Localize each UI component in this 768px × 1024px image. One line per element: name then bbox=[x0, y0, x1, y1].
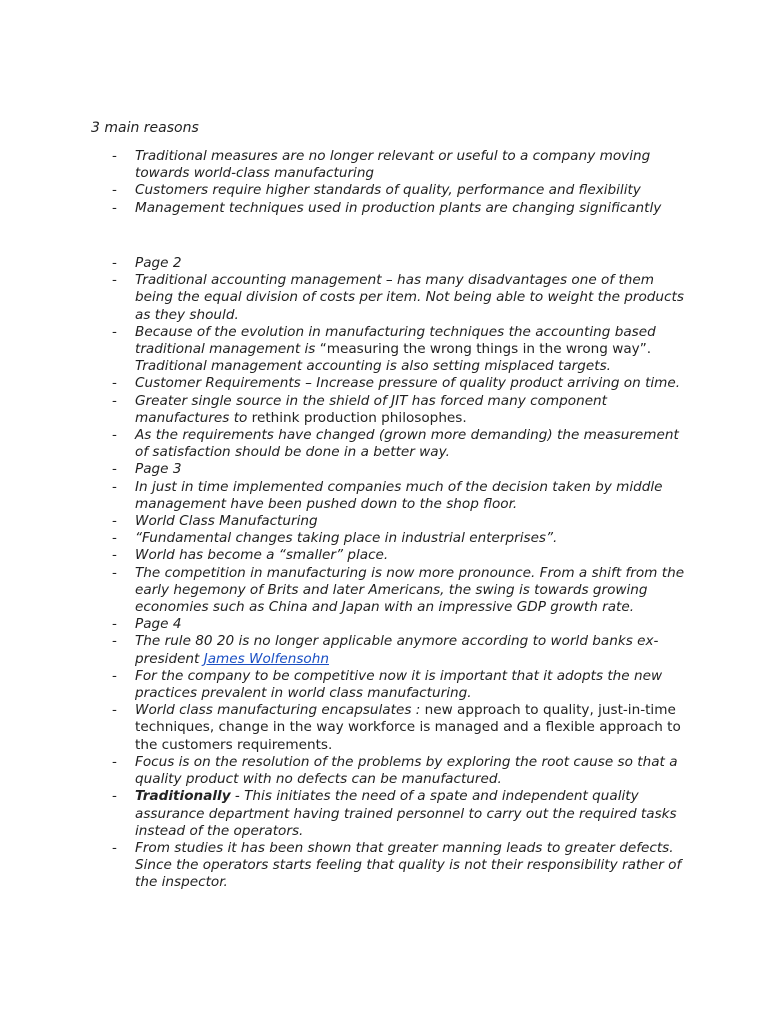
bullet-dash: - bbox=[112, 616, 117, 633]
bullet-dash: - bbox=[112, 530, 117, 547]
list-item bbox=[112, 479, 692, 513]
bullet-dash: - bbox=[112, 272, 117, 289]
item-text: “Fundamental changes taking place in industrial enterprises”. bbox=[135, 530, 558, 547]
list-item bbox=[112, 754, 692, 788]
list-item bbox=[112, 272, 692, 324]
item-text: In just in time implemented companies much of the decision taken by middle management have been pushed down to the shop floor. bbox=[135, 478, 663, 512]
item-text: Traditional accounting management – has many disadvantages one of them being the equal division of costs per item. Not being able to weight the products as they should. bbox=[135, 272, 684, 323]
item-text: The competition in manufacturing is now more pronounce. From a shift from the early hegemony of Brits and later Americans, the swing is towards growing economies such as China and Japan with an impressive GDP growth rate. bbox=[135, 564, 685, 616]
bullet-dash: - bbox=[112, 461, 117, 478]
item-text-plain: new approach to quality, just-in-time techniques, change in the way workforce is managed and a flexible approach to the customers requirements. bbox=[135, 702, 681, 753]
item-text: Because of the evolution in manufacturing techniques the accounting based traditional management is bbox=[135, 323, 656, 358]
item-text: Management techniques used in production plants are changing significantly bbox=[135, 199, 662, 216]
wolfensohn-link[interactable]: James Wolfensohn bbox=[203, 650, 329, 667]
item-text: - This initiates the need of a spate and independent quality assurance department having trained personnel to carry out the required tasks instead of the operators. bbox=[135, 788, 677, 839]
list-item bbox=[112, 427, 692, 461]
item-text: For the company to be competitive now it is important that it adopts the new practices prevalent in world class manufacturing. bbox=[135, 667, 663, 702]
item-text: Customer Requirements – Increase pressure of quality product arriving on time. bbox=[135, 375, 681, 392]
page-marker: Page 2 bbox=[135, 255, 182, 271]
list-item bbox=[112, 547, 692, 564]
item-text: World Class Manufacturing bbox=[135, 513, 318, 530]
bullet-dash: - bbox=[112, 427, 117, 444]
item-text: As the requirements have changed (grown more demanding) the measurement of satisfaction should be done in a better way. bbox=[135, 427, 679, 461]
item-text: Traditional management accounting is also setting misplaced targets. bbox=[135, 358, 611, 375]
bullet-dash: - bbox=[112, 199, 117, 216]
page-marker: Page 4 bbox=[135, 616, 182, 633]
bullet-dash: - bbox=[112, 513, 117, 530]
bullet-dash: - bbox=[112, 255, 117, 271]
bullet-dash: - bbox=[112, 753, 117, 770]
list-item bbox=[112, 513, 692, 530]
bullet-dash: - bbox=[112, 702, 117, 719]
list-item bbox=[112, 255, 692, 272]
list-item bbox=[112, 375, 692, 392]
list-item bbox=[112, 530, 692, 547]
bullet-dash: - bbox=[112, 667, 117, 684]
bullet-dash: - bbox=[112, 564, 117, 581]
list-item bbox=[112, 788, 692, 840]
item-text: From studies it has been shown that greater manning leads to greater defects. Since the operators starts feeling that quality is not their responsibility rather of the inspector. bbox=[135, 839, 682, 891]
list-item bbox=[112, 616, 692, 633]
list-item bbox=[112, 633, 692, 667]
quoted-text: “measuring the wrong things in the wrong way”. bbox=[319, 341, 652, 358]
bullet-dash: - bbox=[112, 633, 117, 650]
bullet-dash: - bbox=[112, 182, 117, 199]
list-item bbox=[112, 840, 692, 892]
page-marker: Page 3 bbox=[135, 461, 182, 478]
list-item bbox=[112, 324, 692, 376]
bullet-dash: - bbox=[112, 547, 117, 564]
list-item bbox=[112, 702, 692, 754]
bullet-dash: - bbox=[112, 788, 117, 805]
item-text-plain: rethink production philosophes. bbox=[251, 409, 467, 426]
list-item bbox=[112, 200, 692, 217]
bullet-dash: - bbox=[112, 375, 117, 392]
list-item bbox=[112, 182, 692, 199]
item-text: Customers require higher standards of quality, performance and flexibility bbox=[135, 182, 641, 199]
item-text: Traditional measures are no longer relevant or useful to a company moving towards world-class manufacturing bbox=[135, 148, 651, 182]
item-text: Focus is on the resolution of the problems by exploring the root cause so that a quality product with no defects can be manufactured. bbox=[135, 753, 678, 788]
bold-term: Traditionally bbox=[135, 788, 231, 805]
bullet-dash: - bbox=[112, 478, 117, 495]
section-heading: 3 main reasons bbox=[91, 120, 199, 136]
bullet-dash: - bbox=[112, 392, 117, 409]
item-text: Greater single source in the shield of JIT has forced many component manufactures to bbox=[135, 392, 608, 426]
item-text: World has become a “smaller” place. bbox=[135, 547, 389, 564]
bullet-dash: - bbox=[112, 148, 117, 164]
reasons-list bbox=[112, 148, 692, 217]
item-text: The rule 80 20 is no longer applicable anymore according to world banks ex-president bbox=[135, 633, 659, 667]
list-item bbox=[112, 565, 692, 617]
list-item bbox=[112, 461, 692, 478]
item-text: World class manufacturing encapsulates : bbox=[135, 702, 425, 719]
bullet-dash: - bbox=[112, 323, 117, 340]
bullet-dash: - bbox=[112, 839, 117, 856]
notes-list bbox=[112, 255, 692, 892]
list-item bbox=[112, 148, 692, 182]
list-item bbox=[112, 668, 692, 702]
list-item bbox=[112, 393, 692, 427]
